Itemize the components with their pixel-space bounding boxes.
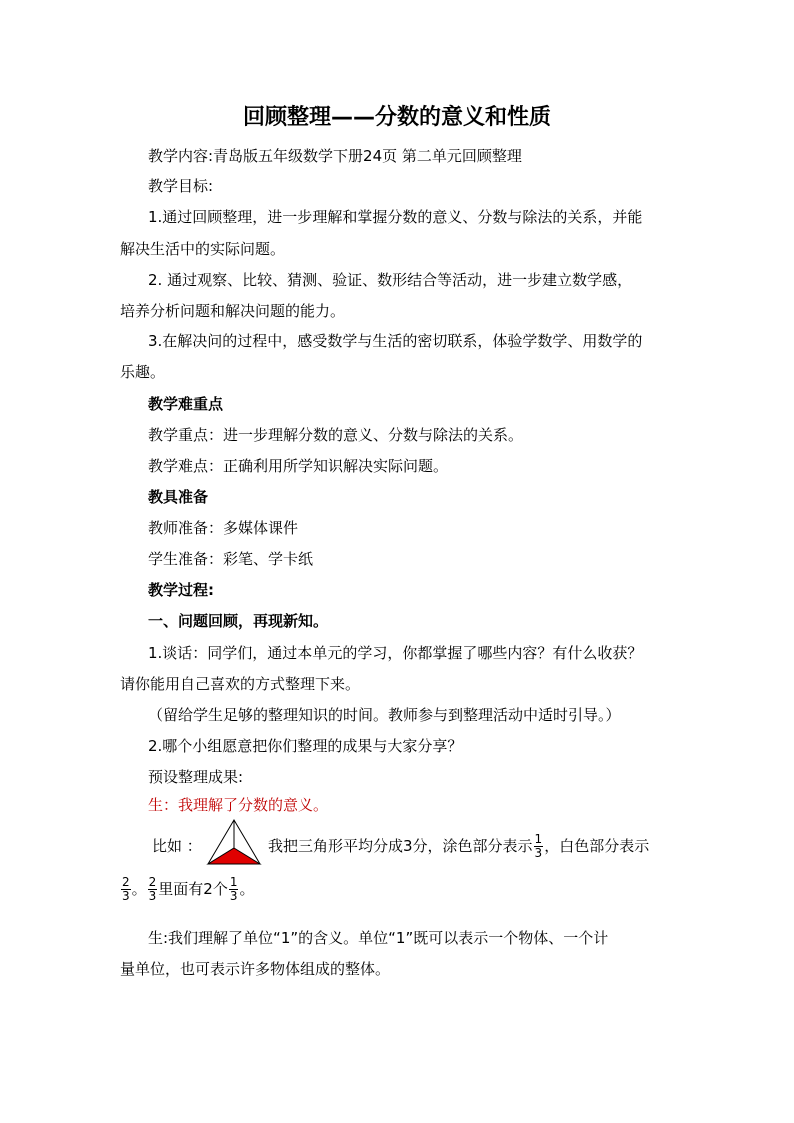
fraction-one-third-b [229, 876, 239, 903]
key-point: 教学重点：进一步理解分数的意义、分数与除法的关系。 [148, 426, 524, 444]
goal3-line1: 3.在解决问的过程中，感受数学与生活的密切联系，体验学数学、用数学的 [148, 332, 643, 350]
page-title: 回顾整理——分数的意义和性质 [242, 105, 551, 130]
fraction-line [120, 873, 255, 905]
note-line: （留给学生足够的整理知识的时间。教师参与到整理活动中适时引导。） [148, 706, 621, 724]
goal1-line2: 解决生活中的实际问题。 [120, 240, 286, 258]
tools-heading: 教具准备 [148, 488, 209, 506]
example-label: 比如 ： [152, 837, 202, 855]
fraction-two-thirds-b [148, 876, 158, 903]
teacher-tools: 教师准备：多媒体课件 [148, 519, 299, 537]
fraction-one-third [534, 833, 544, 860]
goal1-line1: 1.通过回顾整理，进一步理解和掌握分数的意义、分数与除法的关系，并能 [148, 208, 643, 226]
example-sentence [268, 830, 649, 862]
key-heading: 教学难重点 [148, 395, 224, 413]
goal2-line1: 2. 通过观察、比较、猜测、验证、数形结合等活动，进一步建立数学感， [148, 271, 633, 289]
fraction-numerator: 2 [148, 875, 157, 889]
fraction-denominator: 3 [229, 889, 238, 903]
contains-text: 里面有2个 [158, 880, 228, 898]
period-2: 。 [239, 880, 255, 898]
student2-line2: 量单位，也可表示许多物体组成的整体。 [120, 960, 391, 978]
goal3-line2: 乐趣。 [120, 363, 166, 381]
fraction-numerator: 1 [534, 832, 543, 846]
goal2-line2: 培养分析问题和解决问题的能力。 [120, 302, 346, 320]
section1-heading: 一、问题回顾，再现新知。 [148, 612, 329, 630]
student-tools: 学生准备：彩笔、学卡纸 [148, 550, 314, 568]
talk-line1: 1.谈话：同学们，通过本单元的学习，你都掌握了哪些内容？有什么收获？ [148, 644, 643, 662]
share-line: 2.哪个小组愿意把你们整理的成果与大家分享？ [148, 737, 463, 755]
fraction-denominator: 3 [148, 889, 157, 903]
content-line: 教学内容:青岛版五年级数学下册24页 第二单元回顾整理 [148, 147, 522, 165]
student1-line: 生：我理解了分数的意义。 [148, 796, 329, 814]
fraction-numerator: 1 [229, 875, 238, 889]
goals-heading: 教学目标: [148, 177, 214, 195]
period-1: 。 [131, 880, 147, 898]
preset-line: 预设整理成果: [148, 768, 244, 786]
talk-line2: 请你能用自己喜欢的方式整理下来。 [120, 675, 361, 693]
fraction-denominator: 3 [534, 846, 543, 860]
difficult-point: 教学难点：正确利用所学知识解决实际问题。 [148, 457, 449, 475]
example-text: 我把三角形平均分成3分，涂色部分表示 [268, 837, 533, 855]
triangle-figure [206, 818, 262, 866]
fraction-numerator: 2 [122, 875, 130, 889]
student2-line1: 生:我们理解了单位“1”的含义。单位“1”既可以表示一个物体、一个计 [148, 929, 609, 947]
process-heading: 教学过程: [148, 581, 214, 599]
fraction-denominator: 3 [122, 889, 130, 903]
example-text2: ，白色部分表示 [544, 837, 650, 855]
fraction-two-thirds-a [121, 876, 131, 903]
